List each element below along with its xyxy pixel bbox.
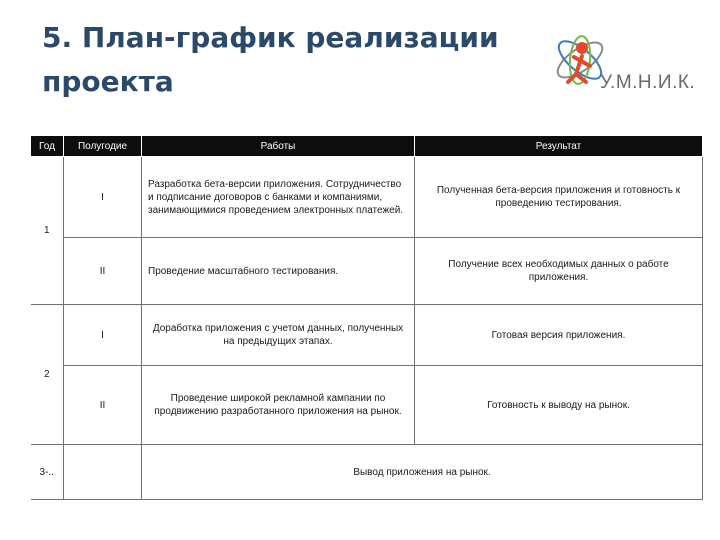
header-result: Результат	[415, 136, 703, 157]
year-cell: 3-..	[31, 445, 64, 500]
result-cell: Полученная бета-версия приложения и готовность к проведению тестирования.	[415, 157, 703, 238]
year-cell: 2	[31, 305, 64, 445]
final-cell: Вывод приложения на рынок.	[142, 445, 703, 500]
works-cell: Разработка бета-версии приложения. Сотрудничество и подписание договоров с банками и компаниями, занимающимися проведением электронных платежей.	[142, 157, 415, 238]
table-row	[31, 157, 703, 238]
result-cell: Готовность к выводу на рынок.	[415, 366, 703, 445]
result-cell: Получение всех необходимых данных о работе приложения.	[415, 238, 703, 305]
half-cell: I	[64, 305, 142, 366]
half-cell	[64, 445, 142, 500]
half-cell: II	[64, 366, 142, 445]
works-cell: Доработка приложения с учетом данных, полученных на предыдущих этапах.	[142, 305, 415, 366]
half-cell: II	[64, 238, 142, 305]
table-header-row	[31, 136, 703, 157]
works-cell: Проведение широкой рекламной кампании по продвижению разработанного приложения на рынок.	[142, 366, 415, 445]
header-works: Работы	[142, 136, 415, 157]
table-row	[31, 238, 703, 305]
result-cell: Готовая версия приложения.	[415, 305, 703, 366]
logo-text: У.М.Н.И.К.	[600, 72, 696, 93]
header-year: Год	[31, 136, 64, 157]
page-title: 5. План-график реализации проекта	[42, 21, 499, 98]
table-row	[31, 305, 703, 366]
year-cell: 1	[31, 157, 64, 305]
table-row	[31, 445, 703, 500]
half-cell: I	[64, 157, 142, 238]
table-row	[31, 366, 703, 445]
works-cell: Проведение масштабного тестирования.	[142, 238, 415, 305]
plan-table	[30, 135, 703, 500]
header-half: Полугодие	[64, 136, 142, 157]
